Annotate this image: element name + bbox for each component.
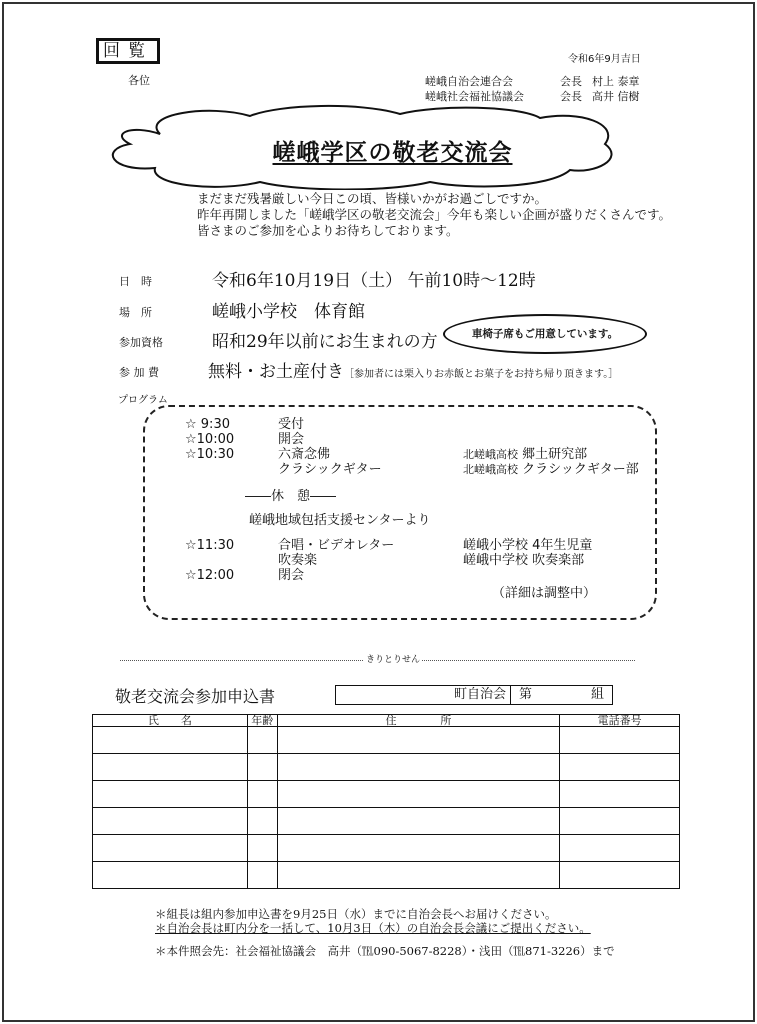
- program-item: 開会: [278, 432, 305, 447]
- place-value: 嵯峨小学校 体育館: [212, 302, 365, 322]
- table-row: [93, 835, 680, 862]
- sender-org: 嵯峨社会福祉協議会: [425, 90, 524, 103]
- column-header-address: 住 所: [277, 715, 560, 727]
- program-performer: [463, 462, 639, 477]
- age-cell[interactable]: [247, 808, 277, 835]
- sender-2: [425, 89, 640, 104]
- association-name-field[interactable]: [336, 686, 511, 704]
- program-item: 吹奏楽: [278, 553, 318, 568]
- group-prefix: 第: [519, 687, 533, 702]
- program-time: ☆10:30: [185, 447, 235, 462]
- column-header-age: 年齢: [247, 715, 277, 727]
- phone-cell[interactable]: [560, 754, 680, 781]
- wheelchair-note: 車椅子席もご用意しています。: [443, 314, 647, 354]
- address-cell[interactable]: [277, 781, 560, 808]
- fee-value: [208, 357, 618, 382]
- phone-cell[interactable]: [560, 727, 680, 754]
- group-suffix: 組: [590, 687, 604, 702]
- program-time: ☆12:00: [185, 568, 235, 583]
- table-row: [93, 781, 680, 808]
- name-cell[interactable]: [93, 808, 248, 835]
- intro-line: 昨年再開しました「嵯峨学区の敬老交流会」今年も楽しい企画が盛りだくさんです。: [197, 207, 672, 222]
- phone-cell[interactable]: [560, 781, 680, 808]
- fee-label: 参 加 費: [119, 366, 159, 379]
- program-item: クラシックギター: [278, 462, 382, 477]
- event-title: 嵯峨学区の敬老交流会: [272, 140, 513, 166]
- sender-role: 会長: [560, 90, 582, 103]
- name-cell[interactable]: [93, 727, 248, 754]
- break-label: ――休 憩――: [245, 489, 337, 504]
- table-row: [93, 862, 680, 889]
- note-deadline-association: ＊自治会長は町内分を一括して、10月3日（木）の自治会長会議にご提出ください。: [155, 921, 591, 935]
- performer-group: 郷土研究部: [522, 447, 588, 462]
- age-cell[interactable]: [247, 835, 277, 862]
- age-cell[interactable]: [247, 727, 277, 754]
- sender-role: 会長: [560, 75, 582, 88]
- phone-cell[interactable]: [560, 835, 680, 862]
- program-item: 受付: [278, 417, 305, 432]
- intro-line: 皆さまのご参加を心よりお待ちしております。: [197, 223, 459, 238]
- address-cell[interactable]: [277, 862, 560, 889]
- intro-text: [197, 191, 671, 239]
- form-title: 敬老交流会参加申込書: [115, 687, 276, 706]
- sender-1: [425, 74, 640, 89]
- table-row: [93, 727, 680, 754]
- fee-note: ［参加者には栗入りお赤飯とお菓子をお持ち帰り頂きます。］: [344, 369, 619, 380]
- note-contact: ＊本件照会先：社会福祉協議会 高井（℡090-5067-8228）・浅田（℡871-3226）まで: [155, 944, 615, 958]
- program-item: 閉会: [278, 568, 305, 583]
- address-cell[interactable]: [277, 808, 560, 835]
- column-header-phone: 電話番号: [560, 715, 680, 727]
- address-cell[interactable]: [277, 754, 560, 781]
- issue-date: 令和6年9月吉日: [568, 54, 641, 65]
- program-performer: [463, 447, 587, 462]
- program-performer: 嵯峨小学校 4年生児童: [463, 538, 593, 553]
- table-row: [93, 808, 680, 835]
- sender-name: 高井 信樹: [592, 90, 640, 103]
- note-deadline-leader: ＊組長は組内参加申込書を9月25日（水）までに自治会長へお届けください。: [155, 907, 557, 921]
- name-cell[interactable]: [93, 835, 248, 862]
- name-cell[interactable]: [93, 862, 248, 889]
- registration-table: [92, 714, 680, 889]
- performer-group: クラシックギター部: [522, 462, 639, 477]
- sender-org: 嵯峨自治会連合会: [425, 75, 513, 88]
- datetime-value: 令和6年10月19日（土） 午前10時～12時: [212, 271, 536, 291]
- sender-name: 村上 泰章: [592, 75, 640, 88]
- eligibility-label: 参加資格: [119, 336, 163, 349]
- table-row: [93, 754, 680, 781]
- program-time: ☆10:00: [185, 432, 235, 447]
- program-time: ☆ 9:30: [185, 417, 230, 432]
- program-item: 六斎念佛: [278, 447, 331, 462]
- place-label: 場 所: [119, 306, 152, 319]
- support-center-label: 嵯峨地域包括支援センターより: [249, 513, 431, 528]
- address-cell[interactable]: [277, 727, 560, 754]
- phone-cell[interactable]: [560, 808, 680, 835]
- program-time: ☆11:30: [185, 538, 235, 553]
- name-cell[interactable]: [93, 754, 248, 781]
- intro-line: まだまだ残暑厳しい今日この頃、皆様いかがお過ごしですか。: [197, 191, 548, 206]
- cut-line-label: きりとりせん: [364, 652, 422, 665]
- association-group-field[interactable]: [335, 685, 613, 705]
- fee-amount: 無料・お土産付き: [208, 362, 344, 382]
- performer-school: 北嵯峨高校: [463, 463, 518, 476]
- association-label: 町自治会: [453, 687, 506, 702]
- age-cell[interactable]: [247, 781, 277, 808]
- eligibility-value: 昭和29年以前にお生まれの方: [212, 332, 438, 352]
- circulation-stamp: 回覧: [96, 38, 160, 64]
- program-label: プログラム: [118, 395, 168, 406]
- address-cell[interactable]: [277, 835, 560, 862]
- program-item: 合唱・ビデオレター: [278, 538, 395, 553]
- age-cell[interactable]: [247, 754, 277, 781]
- group-number-field[interactable]: [511, 686, 612, 704]
- table-header-row: [93, 715, 680, 727]
- age-cell[interactable]: [247, 862, 277, 889]
- performer-school: 北嵯峨高校: [463, 448, 518, 461]
- addressee: 各位: [128, 74, 150, 87]
- datetime-label: 日 時: [119, 275, 152, 288]
- phone-cell[interactable]: [560, 862, 680, 889]
- name-cell[interactable]: [93, 781, 248, 808]
- column-header-name: 氏 名: [93, 715, 248, 727]
- detail-note: （詳細は調整中）: [492, 586, 597, 601]
- program-performer: 嵯峨中学校 吹奏楽部: [463, 553, 585, 568]
